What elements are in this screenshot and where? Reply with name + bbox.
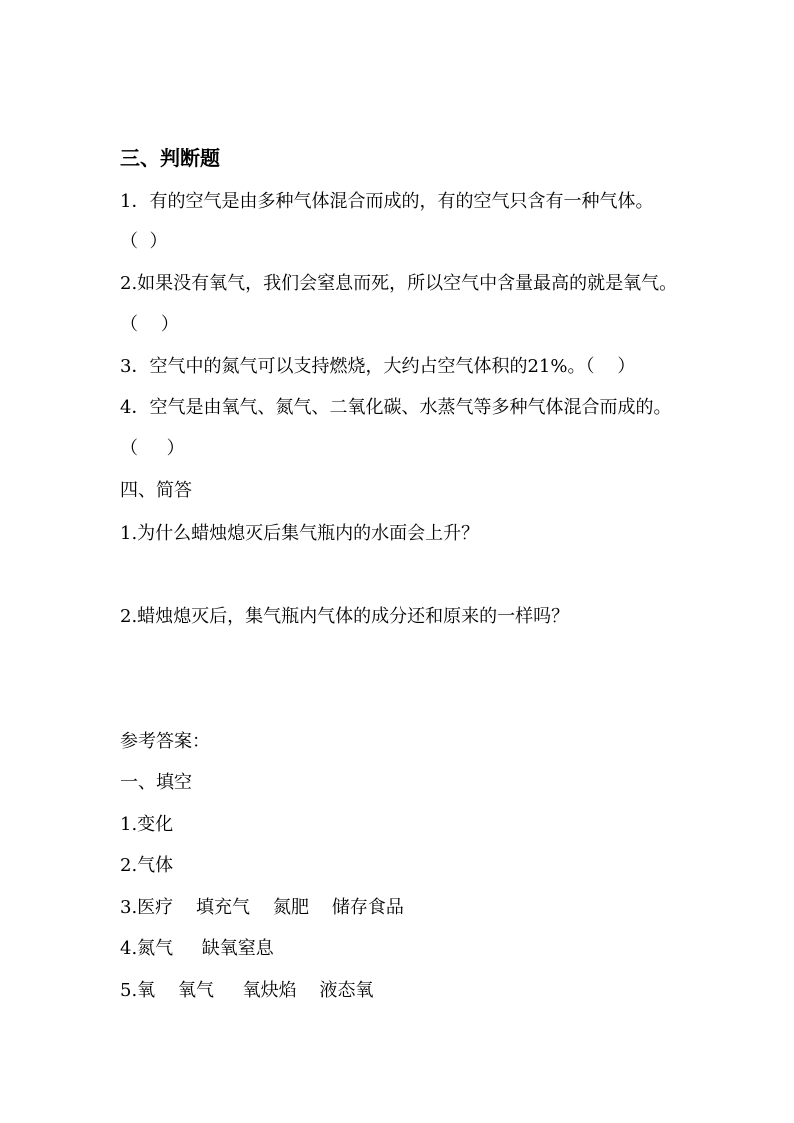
section-3-title: 三、判断题 — [120, 146, 220, 170]
answer-4: 4.氮气 缺氧窒息 — [120, 938, 274, 959]
answer-2: 2.气体 — [120, 855, 174, 876]
section-4-title: 四、简答 — [120, 480, 192, 501]
reference-answers-title: 参考答案： — [120, 731, 210, 752]
answer-1: 1.变化 — [120, 814, 174, 835]
judgment-question-3: 3．空气中的氮气可以支持燃烧，大约占空气体积的21%。（ ） — [120, 356, 636, 377]
judgment-question-1-blank: （ ） — [120, 231, 168, 252]
answers-section-1-title: 一、填空 — [120, 772, 192, 793]
answer-3: 3.医疗 填充气 氮肥 储存食品 — [120, 897, 404, 918]
judgment-question-2-blank: （ ） — [120, 314, 179, 335]
short-answer-question-1: 1.为什么蜡烛熄灭后集气瓶内的水面会上升？ — [120, 523, 480, 544]
answer-5: 5.氧 氧气 氧炔焰 液态氧 — [120, 980, 374, 1001]
judgment-question-2: 2.如果没有氧气，我们会窒息而死，所以空气中含量最高的就是氧气。 — [120, 273, 678, 294]
judgment-question-4-blank: （ ） — [120, 438, 185, 459]
judgment-question-1: 1．有的空气是由多种气体混合而成的，有的空气只含有一种气体。 — [120, 191, 654, 212]
judgment-question-4: 4．空气是由氧气、氮气、二氧化碳、水蒸气等多种气体混合而成的。 — [120, 397, 672, 418]
short-answer-question-2: 2.蜡烛熄灭后，集气瓶内气体的成分还和原来的一样吗？ — [120, 606, 570, 627]
